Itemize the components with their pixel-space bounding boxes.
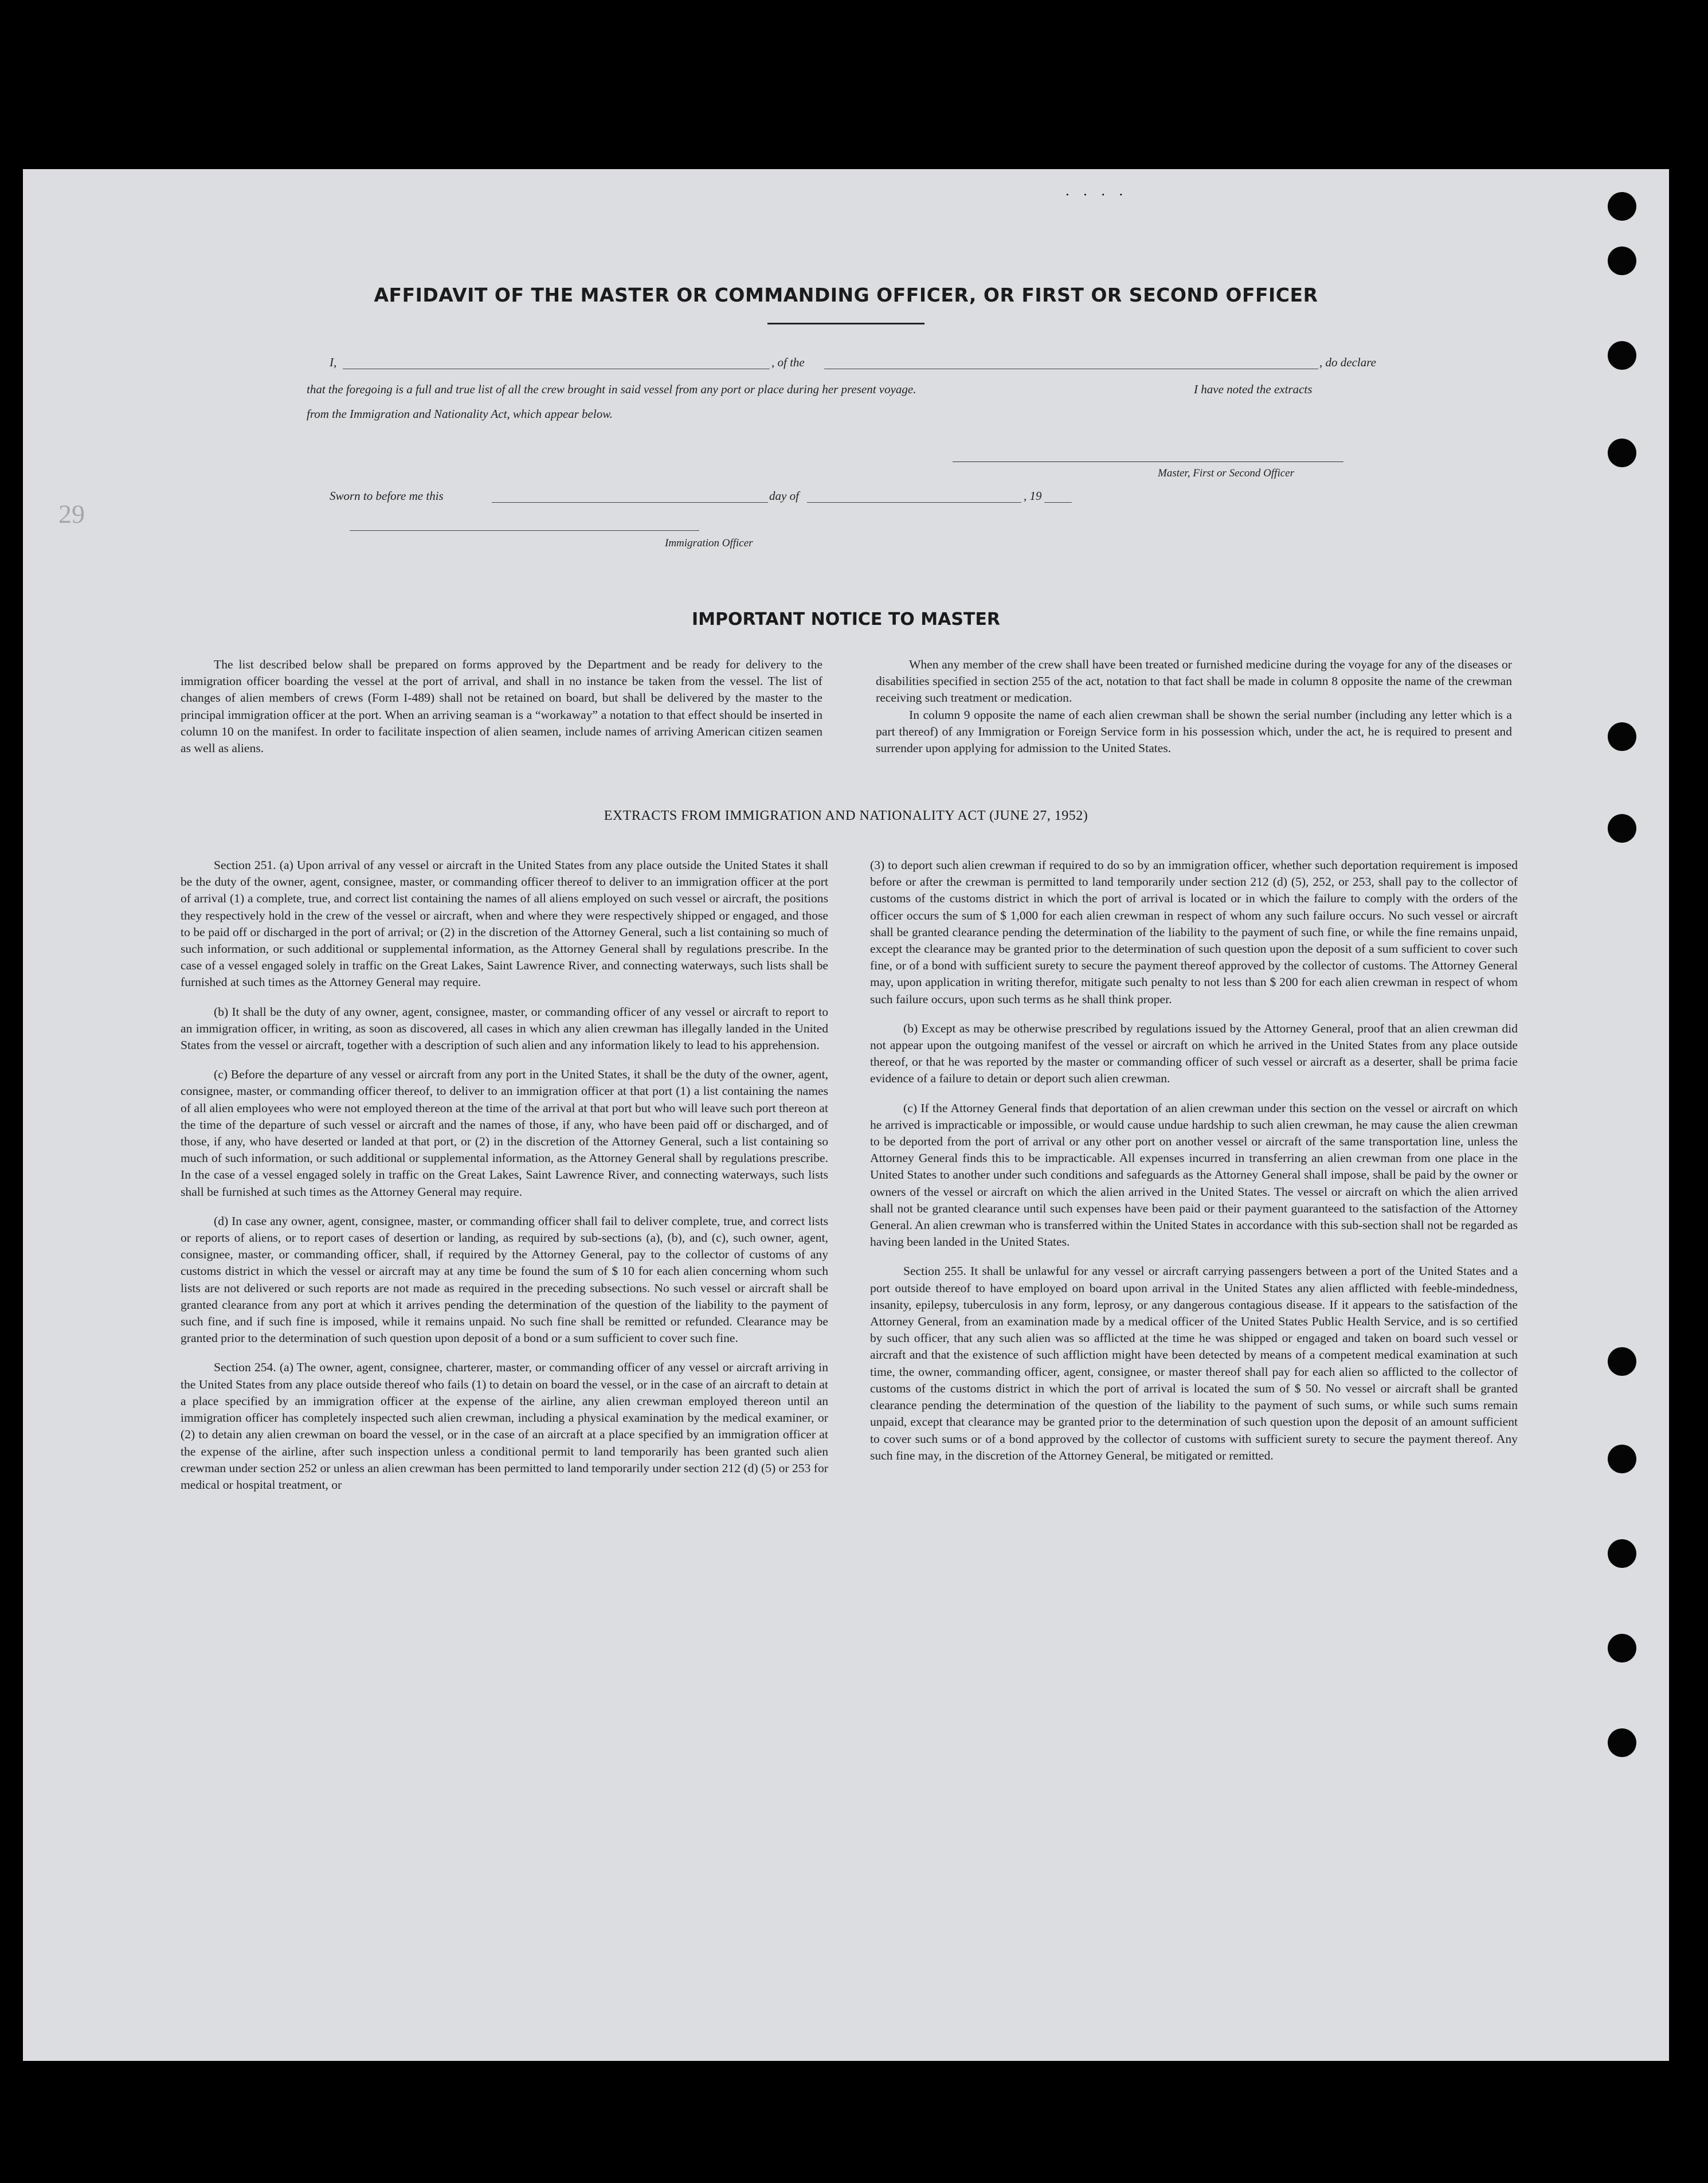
notice-left-paragraph: The list described below shall be prepared on forms approved by the Department and be ready for delivery to the immigration officer boarding the vessel at the port of arrival, and shall in no instance be taken from the vessel. The list of changes of alien members of crews (Form I-489) shall not be retained on board, but shall be delivered by the master to the principal immigration officer at the port. When an arriving seaman is a “workaway” a notation to that effect should be inserted in column 10 on the manifest. In order to facilitate inspection of alien seamen, include names of arriving American citizen seamen as well as aliens. bbox=[181, 658, 822, 756]
section-254-a-cont: (3) to deport such alien crewman if required to do so by an immigration officer, whether such deportation requirement is imposed before or after the crewman is permitted to land temporarily under section 212 (d) (5), 252, or 253, shall pay to the collector of customs of the customs district in which the port of arrival is located or in which the failure to comply with the orders of the officer occurs the sum of $ 1,000 for each alien crewman in respect of whom any such failure occurs. No such vessel or aircraft shall be granted clearance pending the determination of the liability to the payment of such fine, or while the fine remains unpaid, except the clearance may be granted prior to the determination of such question upon the deposit of a sum sufficient to cover such fine, or of a bond with sufficient surety to secure the payment thereof approved by the collector of customs. The Attorney General may, upon application in writing therefor, mitigate such penalty to not less than $ 200 for each alien crewman in respect of whom such failure occurs, upon such terms as he shall think proper. bbox=[870, 858, 1518, 1006]
punch-hole bbox=[1608, 1445, 1636, 1473]
document-page bbox=[23, 169, 1669, 2061]
section-254-c: (c) If the Attorney General finds that deportation of an alien crewman under this section on the vessel or aircraft on which he arrived is impracticable or impossible, or would cause undue hardship to such alien crewman, he may cause the alien crewman to be deported from the port of arrival or any other port on another vessel or aircraft of the same transportation line, unless the Attorney General finds this to be impracticable. All expenses incurred in transferring an alien crewman from one place in the United States to another under such conditions and safeguards as the Attorney General shall impose, shall be paid by the owner or owners of the vessel or aircraft on which the alien arrived in the United States. The vessel or aircraft on which the alien arrived shall not be granted clearance until such expenses have been paid or their payment guaranteed to the satisfaction of the Attorney General. An alien crewman who is transferred within the United States in accordance with this sub-section shall not be regarded as having been landed in the United States. bbox=[870, 1101, 1518, 1249]
notice-left-column bbox=[181, 656, 822, 757]
section-251-b: (b) It shall be the duty of any owner, agent, consignee, master, or commanding officer of any vessel or aircraft to report to an immigration officer, in writing, as soon as discovered, all cases in which any alien crewman has illegally landed in the United States from the vessel or aircraft, together with a description of such alien and any information likely to lead to his apprehension. bbox=[181, 1004, 828, 1053]
punch-hole bbox=[1608, 1728, 1636, 1757]
punch-hole bbox=[1608, 341, 1636, 370]
punch-hole bbox=[1608, 1347, 1636, 1376]
punch-hole bbox=[1608, 439, 1636, 467]
notice-right-paragraph-1: When any member of the crew shall have been treated or furnished medicine during the voyage for any of the diseases or disabilities specified in section 255 of the act, notation to that fact shall be made in column 8 opposite the name of the crewman receiving such treatment or medication. bbox=[876, 658, 1512, 705]
section-251-c: (c) Before the departure of any vessel or aircraft from any port in the United States, it shall be the duty of the owner, agent, consignee, master, or commanding officer thereof, to deliver to an immigration officer at that port (1) a list containing the names of all alien employees who were not employed thereon at the time of the arrival at that port but who will leave such port thereon at the time of the departure of such vessel or aircraft and the names of those, if any, who have been paid off or discharged, and of those, if any, who have deserted or landed at that port, or (2) in the discretion of the Attorney General, such a list containing so much of such information, or such additional or supplemental information, as the Attorney General shall by regulations prescribe. In the case of a vessel engaged solely in traffic on the Great Lakes, Saint Lawrence River, and connecting waterways, such lists shall be furnished at such times as the Attorney General may require. bbox=[181, 1067, 828, 1199]
statement-noted: I have noted the extracts bbox=[1194, 382, 1313, 396]
day-of-label: day of bbox=[769, 489, 799, 503]
section-251-a: Section 251. (a) Upon arrival of any vessel or aircraft in the United States from any place outside the United States it shall be the duty of the owner, agent, consignee, master, or commanding officer thereof to deliver to an immigration officer at the port of arrival (1) a complete, true, and correct list containing the names of all aliens employed on such vessel or aircraft, the positions they respectively hold in the crew of the vessel or aircraft, when and where they were respectively shipped or engaged, and those to be paid off or discharged in the port of arrival; or (2) in the discretion of the Attorney General, such a list containing so much of such information, or such additional or supplemental information, as the Attorney General shall by regulations prescribe. In the case of a vessel engaged solely in traffic on the Great Lakes, Saint Lawrence River, and connecting waterways, such lists shall be furnished at such times as the Attorney General may require. bbox=[181, 858, 828, 989]
extracts-title: EXTRACTS FROM IMMIGRATION AND NATIONALITY ACT (JUNE 27, 1952) bbox=[604, 808, 1088, 823]
section-254-b: (b) Except as may be otherwise prescribed by regulations issued by the Attorney General, proof that an alien crewman did not appear upon the outgoing manifest of the vessel or aircraft on which he arrived in the United States from any place outside thereof, or that he was reported by the master or commanding officer of such vessel or aircraft as a deserter, shall be prima facie evidence of a failure to detain or deport such alien crewman. bbox=[870, 1021, 1518, 1086]
i-label: I, bbox=[330, 355, 337, 369]
sworn-day-blank bbox=[492, 502, 768, 503]
punch-hole bbox=[1608, 1539, 1636, 1568]
punch-hole bbox=[1608, 1634, 1636, 1662]
statement-line-1: that the foregoing is a full and true list of all the crew brought in said vessel from any port or place during her present voyage. bbox=[307, 382, 916, 396]
extracts-left-column bbox=[181, 857, 828, 1506]
section-254-a: Section 254. (a) The owner, agent, consignee, charterer, master, or commanding officer of any vessel or aircraft arriving in the United States from any place outside thereof who fails (1) to detain on board the vessel, or in the case of an aircraft to detain at a place specified by an immigration officer at the expense of the airline, any alien crewman employed thereon until an immigration officer has completely inspected such alien crewman, including a physical examination by the medical examiner, or (2) to detain any alien crewman on board the vessel, or in the case of an aircraft at a place specified by an immigration officer at the expense of the airline, after such inspection unless a conditional permit to land temporarily has been granted such alien crewman under section 252 or unless an alien crewman has been permitted to land temporarily under section 212 (d) (5) or 253 for medical or hospital treatment, or bbox=[181, 1360, 828, 1492]
punch-hole bbox=[1608, 722, 1636, 751]
sworn-month-blank bbox=[807, 502, 1021, 503]
title-rule bbox=[767, 323, 924, 324]
extracts-right-column bbox=[870, 857, 1518, 1477]
punch-hole bbox=[1608, 247, 1636, 275]
sworn-label: Sworn to before me this bbox=[330, 489, 444, 503]
notice-title: IMPORTANT NOTICE TO MASTER bbox=[692, 609, 1000, 629]
notice-right-column bbox=[876, 656, 1512, 757]
of-the-label: , of the bbox=[771, 355, 805, 369]
notice-right-paragraph-2: In column 9 opposite the name of each alien crewman shall be shown the serial number (including any letter which is a part thereof) of any Immigration or Foreign Service form in his possession which, under the act, he is required to present and surrender upon applying for admission to the United States. bbox=[876, 707, 1512, 756]
margin-number: 29 bbox=[58, 499, 85, 529]
master-signature-line bbox=[953, 461, 1343, 462]
affidavit-title: AFFIDAVIT OF THE MASTER OR COMMANDING OFFICER, OR FIRST OR SECOND OFFICER bbox=[374, 284, 1318, 306]
master-caption: Master, First or Second Officer bbox=[1158, 467, 1295, 479]
section-251-d: (d) In case any owner, agent, consignee, master, or commanding officer shall fail to deliver complete, true, and correct lists or reports of aliens, or to report cases of desertion or landing, as required by sub-sections (a), (b), and (c), such owner, agent, consignee, master, or commanding officer, shall, if required by the Attorney General, pay to the collector of customs of any customs district in which the vessel or aircraft may at any time be found the sum of $ 10 for each alien concerning whom such lists are not delivered or such reports are not made as required in the preceding subsections. No such vessel or aircraft shall be granted clearance from any port at which it arrives pending the determination of the question of the liability to the payment of such fine, and if such fine is imposed, while it remains unpaid. No such fine shall be remitted or refunded. Clearance may be granted prior to the determination of such question upon deposit of a bond or a sum sufficient to cover such fine. bbox=[181, 1214, 828, 1345]
statement-line-2: from the Immigration and Nationality Act, which appear below. bbox=[307, 407, 613, 421]
section-255: Section 255. It shall be unlawful for any vessel or aircraft carrying passengers between a port of the United States and a port outside thereof to have employed on board upon arrival in the United States any alien afflicted with feeble-mindedness, insanity, epilepsy, tuberculosis in any form, leprosy, or any dangerous contagious disease. If it appears to the satisfaction of the Attorney General, from an examination made by a medical officer of the United States Public Health Service, and is so certified by such officer, that any such alien was so afflicted at the time he was shipped or engaged and taken on board such vessel or aircraft and that the existence of such affliction might have been detected by means of a competent medical examination at such time, the owner, commanding officer, agent, consignee, or master thereof shall pay for each alien so afflicted to the collector of customs of the customs district in which the port of arrival is located the sum of $ 50. No vessel or aircraft shall be granted clearance pending the determination of the question of the liability to the payment of such sums, or while such sums remain unpaid, except that clearance may be granted prior to the determination of such question upon the deposit of an amount sufficient to cover such sums or of a bond approved by the collector of customs with sufficient surety to secure the payment thereof. Any such fine may, in the discretion of the Attorney General, be mitigated or remitted. bbox=[870, 1264, 1518, 1462]
officer-signature-line bbox=[350, 530, 699, 531]
scan-specks: · · · · bbox=[1065, 186, 1129, 203]
punch-hole bbox=[1608, 192, 1636, 221]
sworn-year-blank bbox=[1044, 502, 1072, 503]
officer-caption: Immigration Officer bbox=[665, 537, 753, 549]
do-declare-label: , do declare bbox=[1319, 355, 1376, 369]
year-label: , 19 bbox=[1024, 489, 1042, 503]
